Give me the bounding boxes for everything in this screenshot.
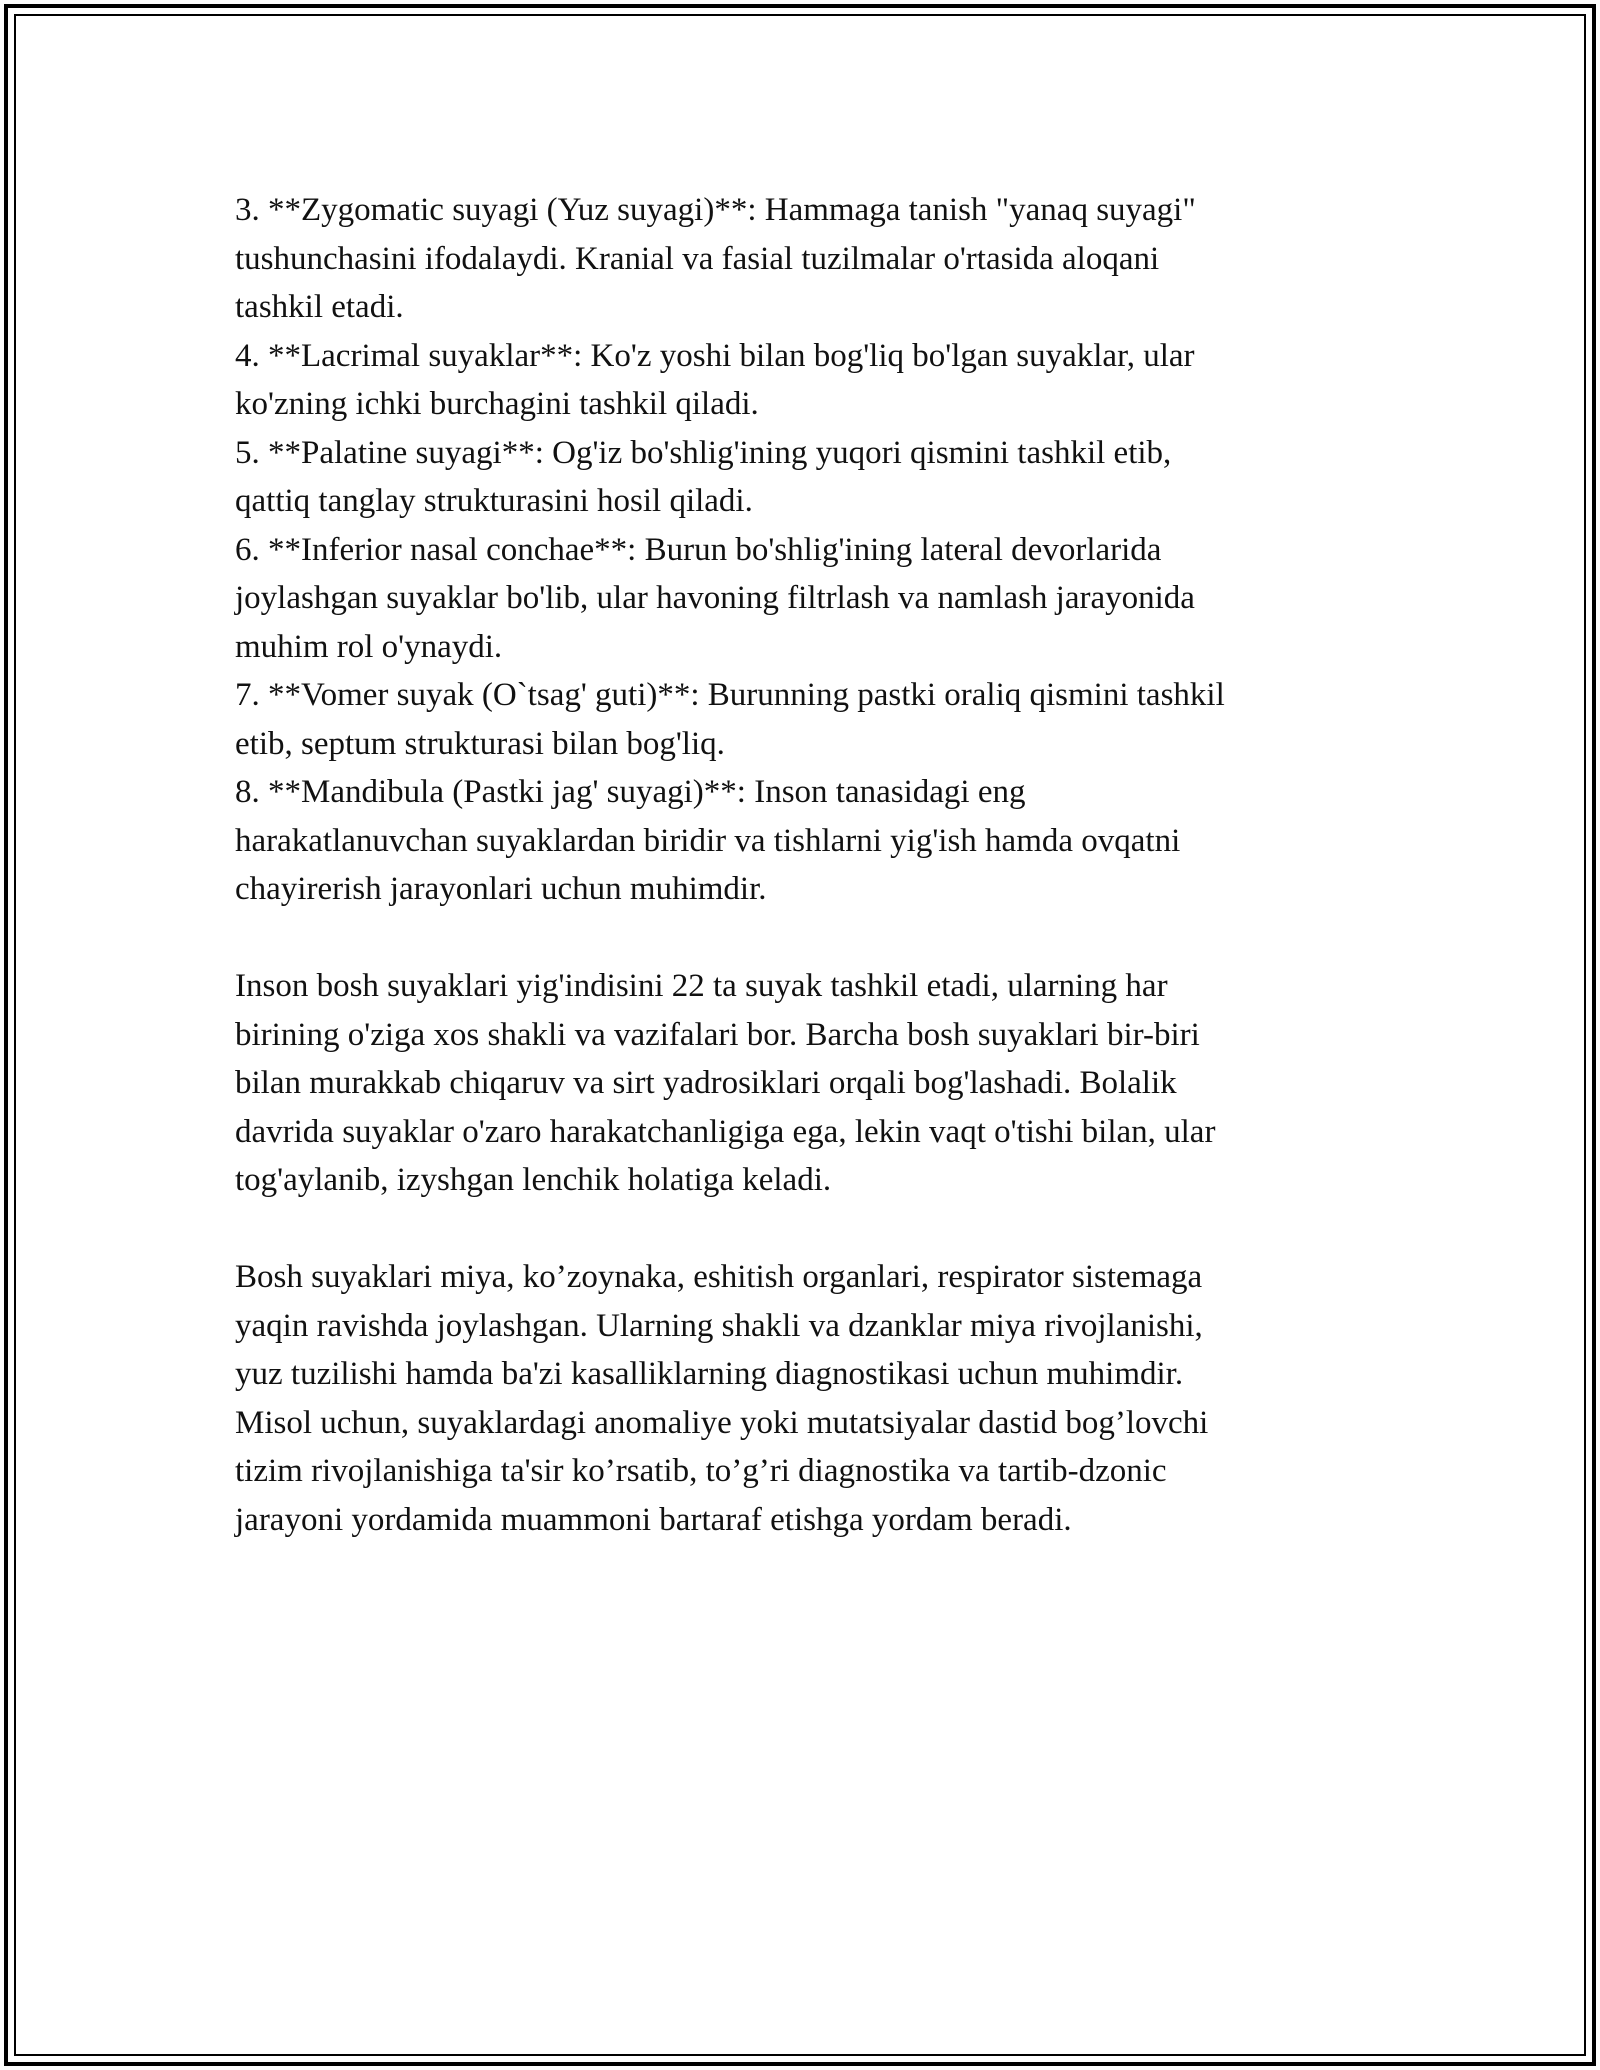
text-line: bilan murakkab chiqaruv va sirt yadrosiklari orqali bog'lashadi. Bolalik — [235, 1065, 1177, 1101]
paragraph-spacer — [235, 1205, 1355, 1254]
list-item — [235, 526, 1355, 672]
text-line: Bosh suyaklari miya, ko’zoynaka, eshitish organlari, respirator sistemaga — [235, 1259, 1203, 1295]
text-line: chayirerish jarayonlari uchun muhimdir. — [235, 871, 767, 907]
paragraph — [235, 962, 1355, 1205]
text-line: yuz tuzilishi hamda ba'zi kasalliklarning diagnostikasi uchun muhimdir. — [235, 1356, 1184, 1392]
text-line: yaqin ravishda joylashgan. Ularning shakli va dzanklar miya rivojlanishi, — [235, 1307, 1203, 1344]
list-item — [235, 332, 1355, 429]
text-line: tashkil etadi. — [235, 289, 404, 325]
list-item — [235, 186, 1355, 332]
text-line: qattiq tanglay strukturasini hosil qiladi. — [235, 483, 753, 519]
text-line: 4. **Lacrimal suyaklar**: Ko'z yoshi bilan bog'liq bo'lgan suyaklar, ular — [235, 337, 1195, 374]
list-item — [235, 429, 1355, 526]
text-line: harakatlanuvchan suyaklardan biridir va tishlarni yig'ish hamda ovqatni — [235, 822, 1181, 859]
text-line: tog'aylanib, izyshgan lenchik holatiga keladi. — [235, 1162, 832, 1198]
text-line: tushunchasini ifodalaydi. Kranial va fasial tuzilmalar o'rtasida aloqani — [235, 240, 1160, 277]
text-line: 6. **Inferior nasal conchae**: Burun bo'shlig'ining lateral devorlarida — [235, 531, 1162, 568]
text-line: jarayoni yordamida muammoni bartaraf etishga yordam beradi. — [235, 1501, 1072, 1538]
text-line: davrida suyaklar o'zaro harakatchanligiga ega, lekin vaqt o'tishi bilan, ular — [235, 1113, 1216, 1150]
text-line: 7. **Vomer suyak (O`tsag' guti)**: Burunning pastki oraliq qismini tashkil — [235, 677, 1225, 713]
text-line: etib, septum strukturasi bilan bog'liq. — [235, 725, 725, 762]
paragraph-spacer — [235, 914, 1355, 963]
document-body — [235, 186, 1355, 1544]
text-line: Inson bosh suyaklari yig'indisini 22 ta suyak tashkil etadi, ularning har — [235, 968, 1168, 1004]
text-line: Misol uchun, suyaklardagi anomaliye yoki mutatsiyalar dastid bog’lovchi — [235, 1404, 1209, 1441]
text-line: joylashgan suyaklar bo'lib, ular havoning filtrlash va namlash jarayonida — [235, 580, 1195, 616]
text-line: tizim rivojlanishiga ta'sir ko’rsatib, to’g’ri diagnostika va tartib-dzonic — [235, 1453, 1167, 1489]
text-line: ko'zning ichki burchagini tashkil qiladi. — [235, 386, 759, 422]
text-line: birining o'ziga xos shakli va vazifalari bor. Barcha bosh suyaklari bir-biri — [235, 1016, 1200, 1053]
list-item — [235, 768, 1355, 914]
text-line: 3. **Zygomatic suyagi (Yuz suyagi)**: Hammaga tanish "yanaq suyagi" — [235, 192, 1196, 228]
list-item — [235, 671, 1355, 768]
paragraph — [235, 1253, 1355, 1544]
text-line: 5. **Palatine suyagi**: Og'iz bo'shlig'ining yuqori qismini tashkil etib, — [235, 434, 1172, 471]
text-line: muhim rol o'ynaydi. — [235, 628, 503, 665]
text-line: 8. **Mandibula (Pastki jag' suyagi)**: Inson tanasidagi eng — [235, 774, 1026, 810]
